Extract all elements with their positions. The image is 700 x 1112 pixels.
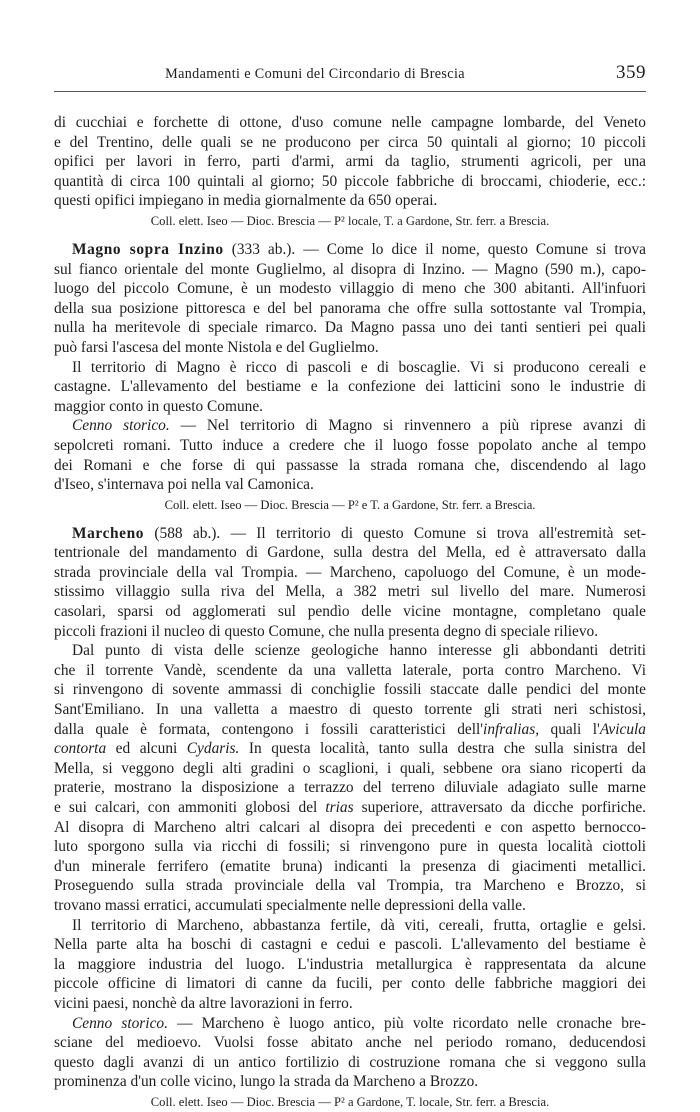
italic-term: Avicula [599,720,646,738]
text-line: questi opifici impiegano in media giornalmente da 650 operai. [54,192,438,210]
text-line: sepolcreti romani. Tutto induce a credere che il luogo fosse popolato anche al tempo [54,436,646,454]
text-line: quantità di circa 100 quintali al giorno; 50 piccole fabbriche di broccami, chioderie, ecc.: [54,172,646,190]
text-line: sciane del medioevo. Vuolsi fosse abitato anche nel periodo romano, deducendosi [54,1034,646,1052]
text-line: Dal punto di vista delle scienze geologiche hanno interesse gli abbondanti detriti [72,642,646,660]
page-header [54,62,646,88]
text-line: Il territorio di Magno è ricco di pascoli e di boscaglie. Vi si producono cereali e [72,358,646,376]
text-line: d'Iseo, s'internava poi nella val Camonica. [54,476,314,494]
text-run: (588 ab.). — Il territorio di questo Comune si trova all'estremità set- [144,524,646,542]
italic-term: trias [325,799,354,816]
text-line: stissimo villaggio sulla riva del Mella, a 382 metri sul livello del mare. Numerosi [54,583,646,601]
collegio-note: Coll. elett. Iseo — Dioc. Brescia — P² e T. a Gardone, Str. ferr. a Brescia. [164,497,536,512]
text-line: maggior conto in questo Comune. [54,397,264,415]
cenno-storico-label: Cenno storico. [72,417,170,435]
italic-term: Cydaris. [186,740,240,758]
running-head: Mandamenti e Comuni del Circondario di Brescia [165,66,465,82]
text-line: Mella, si veggono degli alti gradini o scaglioni, i quali, sebbene ora siano ricoperti da [54,759,646,777]
text-line: piccole officine di limatori di canne da fucili, per conto delle fabbriche maggiori dei [54,975,646,993]
text-line: tentrionale del mandamento di Gardone, sulla destra del Mella, ed è attraversato dalla [54,544,646,562]
text-line: luto sporgono sulla via ricchi di fossili; si rinvengono pure in questa località ciottoli [54,838,646,856]
text-line: d'un minerale ferrifero (ematite bruna) indicanti la presenza di giacimenti metallici. [54,857,646,875]
text-line: che il torrente Vandè, scendente da una valletta laterale, porta contro Marcheno. Vi [54,661,646,679]
text-run: — Nel territorio di Magno si rinvennero a più riprese avanzi di [169,417,646,435]
page-number: 359 [616,62,646,83]
text-line: opifici per lavori in ferro, parti d'armi, armi da taglio, strumenti agricoli, per una [54,153,646,171]
text-line: questo dagli avanzi di un antico fortilizio di costruzione romana che si veggono sulla [54,1053,646,1071]
text-line: Il territorio di Marcheno, abbastanza fertile, dà viti, cereali, frutta, ortaglie e gelsi. [72,916,646,934]
text-line [54,739,646,759]
text-line: nulla ha meritevole di speciale rimarco. Da Magno passa uno dei tanti sentieri pei quali [54,319,646,337]
collegio-note: Coll. elett. Iseo — Dioc. Brescia — P² locale, T. a Gardone, Str. ferr. a Brescia. [150,213,550,228]
entry-magno [54,240,646,495]
text-line: strada provinciale della val Trompia. — Marcheno, capoluogo del Comune, è un mode- [54,563,646,581]
text-run: quali l' [539,720,600,738]
text-line [54,524,646,544]
entry-title: Marcheno [72,524,145,542]
text-run: (333 ab.). — Come lo dice il nome, questo Comune si trova [223,240,646,258]
italic-term: infralias, [483,720,540,738]
collegio-note: Coll. elett. Iseo — Dioc. Brescia — P² a Gardone, T. locale, Str. ferr. a Brescia. [150,1094,550,1109]
text-line: Proseguendo sulla strada provinciale della val Trompia, tra Marcheno e Brozzo, si [54,877,646,895]
header-rule [54,91,646,92]
text-line: della sua posizione pittoresca e del bel panorama che offre sulla sottostante val Trompia, [54,299,646,317]
text-line [54,1014,646,1034]
text-line: dei Romani e che forse di qui passasse la strada romana che, discendendo al lago [54,456,646,474]
text-line [54,416,646,436]
text-run: e sui calcari, con ammoniti globosi del [54,799,326,816]
intro-paragraph [54,113,646,211]
text-run: In questa località, tanto sulla destra che sulla sinistra del [239,740,646,758]
text-line: trovano massi erratici, accumulati specialmente nelle depressioni della valle. [54,896,526,914]
text-line: Al disopra di Marcheno altri calcari al disopra dei precedenti e con aspetto bernocco- [54,818,646,836]
text-line: luogo del piccolo Comune, è un modesto villaggio di meno che 300 abitanti. All'infuori [54,280,646,298]
text-line: Sant'Emiliano. In una valletta a maestro di questo torrente gli strati neri schistosi, [54,701,646,719]
text-line [54,240,646,260]
text-run: dalla quale è formata, contengono i fossili caratteristici dell' [54,720,484,738]
text-run: — Marcheno è luogo antico, più volte ricordato nelle cronache bre- [167,1014,646,1032]
text-line: praterie, mostrano la disposizione a terrazzo del terreno diluviale adagiato sulle marne [54,779,646,797]
text-line: la maggiore industria del luogo. L'industria metallurgica è rappresentata da alcune [54,955,646,973]
entry-marcheno [54,524,646,1092]
text-line [54,720,646,740]
text-line [54,798,646,818]
text-line: e del Trentino, delle quali se ne producono per circa 50 quintali al giorno; 10 piccoli [54,133,646,151]
text-line: castagne. L'allevamento del bestiame e la confezione dei latticini sono le industrie di [54,378,646,396]
text-run: ed alcuni [106,740,187,758]
cenno-storico-label: Cenno storico. [72,1014,168,1032]
text-line: vicini paesi, nonchè da altre lavorazioni in ferro. [54,994,353,1012]
text-line: di cucchiai e forchette di ottone, d'uso comune nelle campagne lombarde, del Veneto [54,114,646,131]
text-line: piccoli frazioni il nucleo di questo Comune, che nulla presenta degno di speciale rilievo. [54,622,599,640]
text-line: Nella parte alta ha boschi di castagni e cedui e pascoli. L'allevamento del bestiame è [54,936,646,954]
italic-term: contorta [54,740,107,758]
text-line: può farsi l'ascesa del monte Nistola e del Guglielmo. [54,338,379,356]
text-line: prominenza d'un colle vicino, lungo la strada da Marcheno a Brozzo. [54,1073,479,1091]
page-body [54,113,646,1112]
text-line: sul fianco orientale del monte Guglielmo, al disopra di Inzino. — Magno (590 m.), capo- [54,260,646,278]
text-line: casolari, sparsi od agglomerati sul pendìo delle vicine montagne, completano quale [54,603,646,621]
entry-title: Magno sopra Inzino [72,240,224,258]
text-line: si rinvengono di sovente ammassi di conchiglie fossili staccate dalle pendici del monte [54,681,646,699]
text-run: superiore, attraversato da dicche porfiriche. [353,799,646,816]
